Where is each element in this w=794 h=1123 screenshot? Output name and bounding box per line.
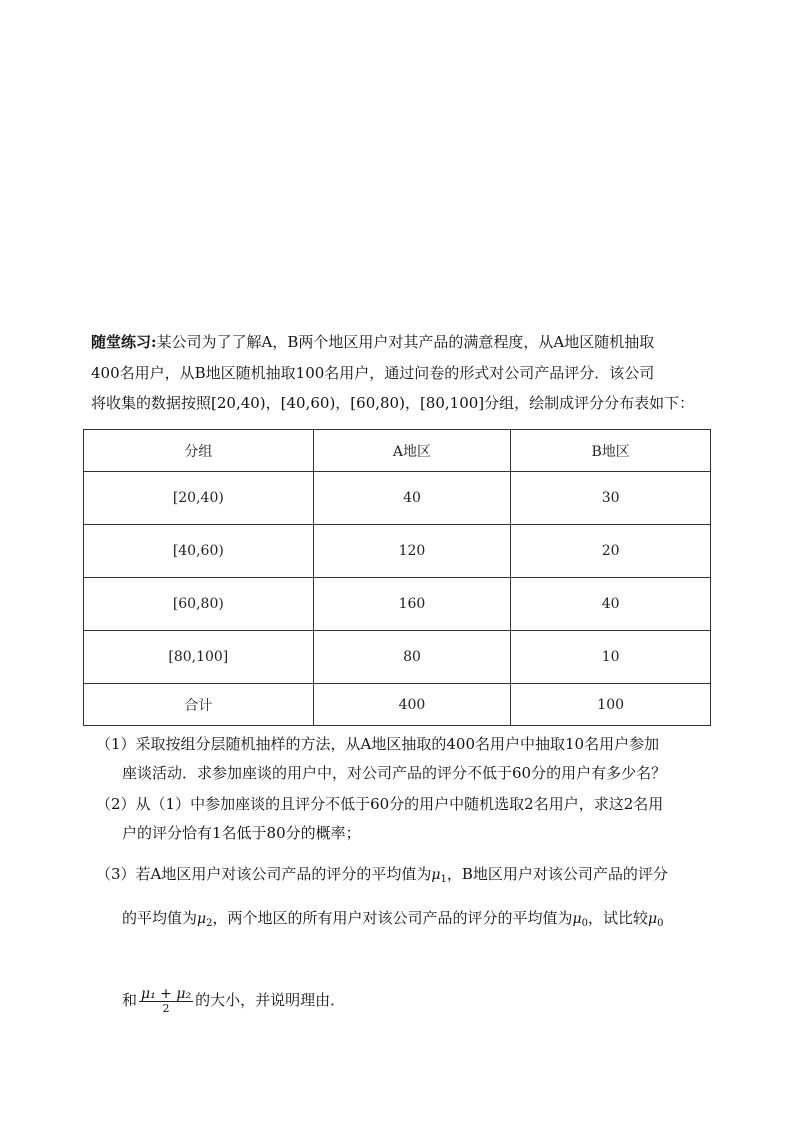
q1-line-1: （1）采取按组分层随机抽样的方法，从A地区抽取的400名用户中抽取10名用户参加: [96, 735, 660, 753]
cell-b: 40: [511, 578, 711, 631]
intro-line-3: 将收集的数据按照[20,40)，[40,60)，[60,80)，[80,100]分组，绘制成评分分布表如下：: [91, 394, 695, 412]
table-row: [84, 631, 711, 684]
fraction-numerator: μ₁ + μ₂: [141, 985, 192, 1002]
mu-2-symbol: $\mu_2$: [197, 911, 213, 929]
q3-line-2: 的平均值为$\mu_2$，两个地区的所有用户对该公司产品的评分的平均值为$\mu_0$，试比较$\mu_0$: [122, 909, 664, 929]
exercise-label: 随堂练习:: [91, 333, 157, 351]
cell-b: 20: [511, 525, 711, 578]
cell-a: 80: [313, 631, 511, 684]
question-3: [96, 855, 716, 1019]
table-row: [84, 578, 711, 631]
intro-line-1: 某公司为了了解A，B两个地区用户对其产品的满意程度，从A地区随机抽取: [156, 333, 655, 351]
cell-group: [60,80): [84, 578, 314, 631]
table-header-row: [84, 430, 711, 472]
mean-fraction: [139, 985, 193, 1015]
question-2: [96, 790, 716, 848]
cell-b: 10: [511, 631, 711, 684]
cell-group: [20,40): [84, 472, 314, 525]
question-1: [96, 730, 716, 788]
header-group: 分组: [84, 430, 314, 472]
intro-line-2: 400名用户，从B地区随机抽取100名用户，通过问卷的形式对公司产品评分．该公司: [91, 363, 655, 382]
cell-total-a: 400: [313, 684, 511, 726]
q1-line-2: 座谈活动．求参加座谈的用户中，对公司产品的评分不低于60分的用户有多少名？: [122, 764, 667, 782]
q3-line-3: 和 $\frac{\text{μ₁ + μ₂}}{2}$ 的大小，并说明理由．: [122, 985, 346, 1015]
q3-line-1a: （3）若A地区用户对该公司产品的评分的平均值为: [96, 865, 432, 883]
cell-total-b: 100: [511, 684, 711, 726]
cell-a: 120: [313, 525, 511, 578]
mu-0-symbol-repeat: $\mu_0$: [648, 911, 664, 929]
cell-a: 160: [313, 578, 511, 631]
cell-group: [40,60): [84, 525, 314, 578]
cell-a: 40: [313, 472, 511, 525]
header-region-b: B地区: [511, 430, 711, 472]
intro-paragraph: [91, 327, 711, 419]
q2-line-1: （2）从（1）中参加座谈的且评分不低于60分的用户中随机选取2名用户，求这2名用: [96, 795, 664, 813]
mu-0-symbol: $\mu_0$: [572, 911, 588, 929]
score-distribution-table: [83, 429, 711, 726]
mu-1-symbol: $\mu_1$: [431, 867, 447, 885]
header-region-a: A地区: [313, 430, 511, 472]
table-row: [84, 525, 711, 578]
cell-group: [80,100]: [84, 631, 314, 684]
q2-line-2: 户的评分恰有1名低于80分的概率；: [122, 824, 361, 842]
q3-line-1b: ，B地区用户对该公司产品的评分: [446, 865, 668, 883]
fraction-denominator: 2: [162, 1001, 170, 1015]
cell-total-label: 合计: [84, 684, 314, 726]
table-row: [84, 472, 711, 525]
cell-b: 30: [511, 472, 711, 525]
table-total-row: [84, 684, 711, 726]
